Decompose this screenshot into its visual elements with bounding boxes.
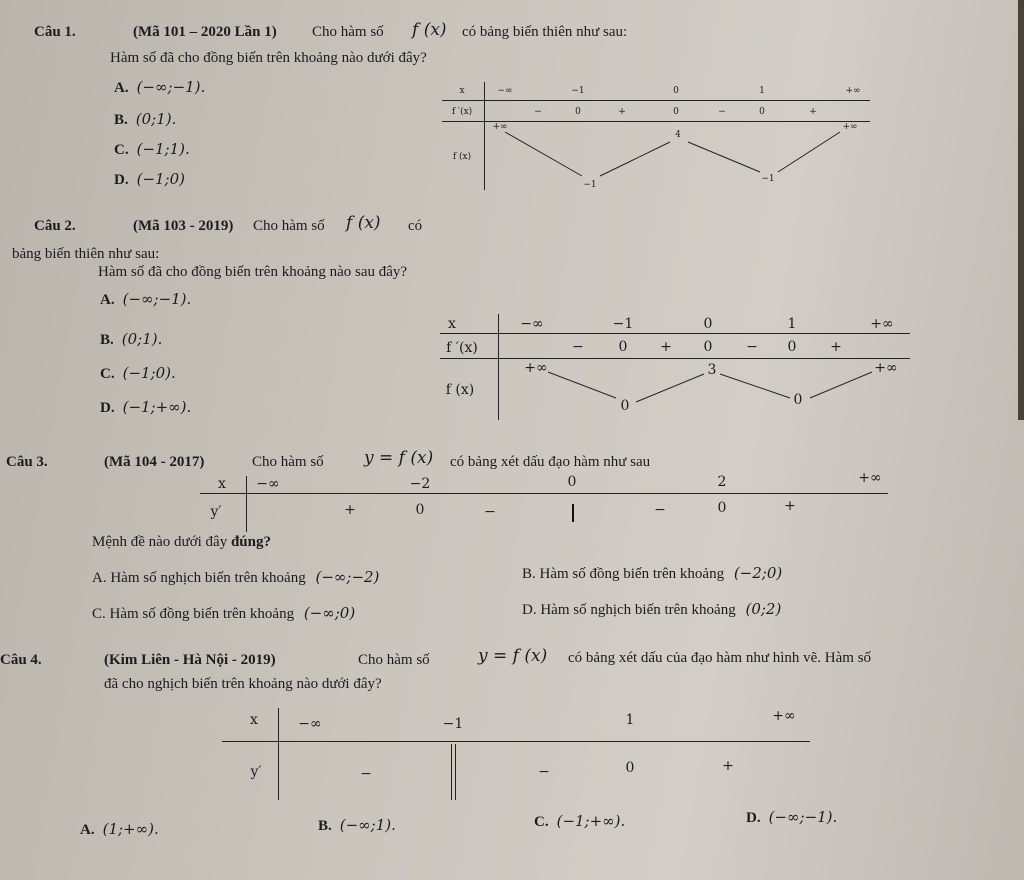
- yprime-sign: −: [654, 502, 666, 518]
- function-notation: y = f (x): [364, 448, 434, 468]
- fprime-sign: +: [618, 107, 626, 117]
- option-d: D. (−1;0): [114, 170, 186, 188]
- option-b: B. (0;1).: [114, 110, 177, 128]
- f-value: +∞: [492, 122, 508, 132]
- f-value: −1: [761, 174, 775, 184]
- question-prompt: Hàm số đã cho đồng biến trên khoảng nào sau đây?: [98, 264, 408, 280]
- option-a: A. (1;+∞).: [80, 820, 159, 838]
- option-c: C. (−1;+∞).: [534, 812, 626, 830]
- undefined-marker: [451, 744, 452, 800]
- x-row-label: x: [448, 316, 456, 332]
- fprime-sign: 0: [673, 107, 679, 117]
- yprime-sign: +: [344, 502, 356, 518]
- question-label: Câu 3.: [6, 454, 48, 470]
- option-a: A. Hàm số nghịch biến trên khoảng (−∞;−2): [92, 568, 380, 586]
- question-prompt: đã cho nghịch biến trên khoảng nào dưới đây?: [104, 676, 382, 692]
- x-value: 1: [759, 86, 765, 96]
- table-rule: [222, 741, 810, 742]
- question-source: (Kim Liên - Hà Nội - 2019): [104, 652, 276, 668]
- x-value: +∞: [845, 86, 861, 96]
- yprime-sign: 0: [625, 760, 635, 776]
- question-text: Cho hàm số: [252, 454, 324, 470]
- f-value: 0: [620, 398, 630, 414]
- x-value: +∞: [870, 316, 894, 332]
- fprime-sign: −: [534, 107, 542, 117]
- fprime-sign: 0: [618, 339, 628, 355]
- fprime-row-label: f ′(x): [446, 340, 478, 356]
- f-row-label: f (x): [445, 382, 475, 398]
- f-value: +∞: [842, 122, 858, 132]
- x-value: −∞: [256, 476, 280, 492]
- yprime-sign: 0: [717, 500, 727, 516]
- x-value: 1: [787, 316, 797, 332]
- fprime-sign: −: [746, 339, 758, 355]
- option-b: B. (0;1).: [100, 330, 163, 348]
- function-notation: y = f (x): [478, 646, 548, 666]
- question-prompt: Hàm số đã cho đồng biến trên khoảng nào dưới đây?: [110, 50, 427, 66]
- yprime-sign: 0: [415, 502, 425, 518]
- question-text: bảng biến thiên như sau:: [12, 246, 160, 262]
- question-text: Cho hàm số: [253, 218, 325, 234]
- f-value: +∞: [874, 360, 898, 376]
- table-divider: [278, 708, 279, 800]
- question-source: (Mã 101 – 2020 Lần 1): [133, 24, 277, 40]
- x-row-label: x: [250, 712, 258, 728]
- x-value: −∞: [298, 716, 322, 732]
- x-value: 2: [717, 474, 727, 490]
- f-value: +∞: [524, 360, 548, 376]
- x-value: −1: [612, 316, 634, 332]
- question-prompt: Mệnh đề nào dưới đây đúng?: [92, 534, 271, 550]
- x-value: 0: [673, 86, 679, 96]
- f-row-label: f (x): [452, 152, 472, 162]
- table-divider: [246, 476, 247, 532]
- x-value: −∞: [520, 316, 544, 332]
- x-value: 0: [567, 474, 577, 490]
- option-a: A. (−∞;−1).: [114, 78, 206, 96]
- option-b: B. (−∞;1).: [318, 816, 396, 834]
- undefined-marker: [572, 504, 574, 522]
- x-value: −∞: [497, 86, 513, 96]
- x-value: +∞: [772, 708, 796, 724]
- yprime-sign: −: [538, 764, 550, 780]
- fprime-sign: 0: [575, 107, 581, 117]
- x-value: −1: [571, 86, 585, 96]
- yprime-sign: +: [722, 758, 734, 774]
- question-text: có bảng xét dấu đạo hàm như sau: [450, 454, 651, 470]
- question-text: có bảng xét dấu của đạo hàm như hình vẽ. Hàm số: [568, 650, 872, 666]
- x-row-label: x: [459, 86, 465, 96]
- x-row-label: x: [218, 476, 226, 492]
- yprime-sign: +: [784, 498, 796, 514]
- fprime-sign: 0: [787, 339, 797, 355]
- option-d: D. (−1;+∞).: [100, 398, 192, 416]
- question-source: (Mã 103 - 2019): [133, 218, 234, 234]
- f-value: 0: [793, 392, 803, 408]
- fprime-sign: −: [718, 107, 726, 117]
- x-value: −2: [409, 476, 431, 492]
- option-d: D. (−∞;−1).: [746, 808, 838, 826]
- question-text: có bảng biến thiên như sau:: [462, 24, 628, 40]
- question-text: Cho hàm số: [358, 652, 430, 668]
- option-c: C. (−1;1).: [114, 140, 190, 158]
- fprime-sign: −: [572, 339, 584, 355]
- question-text: có: [408, 218, 423, 234]
- question-label: Câu 2.: [34, 218, 76, 234]
- undefined-marker: [455, 744, 456, 800]
- option-c: C. Hàm số đồng biến trên khoảng (−∞;0): [92, 604, 356, 622]
- yprime-row-label: y′: [210, 504, 222, 520]
- f-value: 3: [707, 362, 717, 378]
- fprime-sign: +: [809, 107, 817, 117]
- fprime-sign: +: [830, 339, 842, 355]
- function-notation: f (x): [346, 213, 381, 233]
- option-a: A. (−∞;−1).: [100, 290, 192, 308]
- option-c: C. (−1;0).: [100, 364, 176, 382]
- function-notation: f (x): [412, 20, 447, 40]
- x-value: −1: [442, 716, 464, 732]
- yprime-row-label: y′: [250, 764, 262, 780]
- x-value: 1: [625, 712, 635, 728]
- option-d: D. Hàm số nghịch biến trên khoảng (0;2): [522, 600, 782, 618]
- option-b: B. Hàm số đồng biến trên khoảng (−2;0): [522, 564, 783, 582]
- fprime-row-label: f ′(x): [451, 107, 473, 117]
- yprime-sign: −: [484, 504, 496, 520]
- question-label: Câu 1.: [34, 24, 76, 40]
- f-value: 4: [675, 130, 681, 140]
- table-rule: [200, 493, 888, 494]
- question-label: Câu 4.: [0, 652, 42, 668]
- question-text: Cho hàm số: [312, 24, 384, 40]
- question-source: (Mã 104 - 2017): [104, 454, 205, 470]
- fprime-sign: 0: [703, 339, 713, 355]
- fprime-sign: 0: [759, 107, 765, 117]
- x-value: 0: [703, 316, 713, 332]
- fprime-sign: +: [660, 339, 672, 355]
- x-value: +∞: [858, 470, 882, 486]
- f-value: −1: [583, 180, 597, 190]
- yprime-sign: −: [360, 766, 372, 782]
